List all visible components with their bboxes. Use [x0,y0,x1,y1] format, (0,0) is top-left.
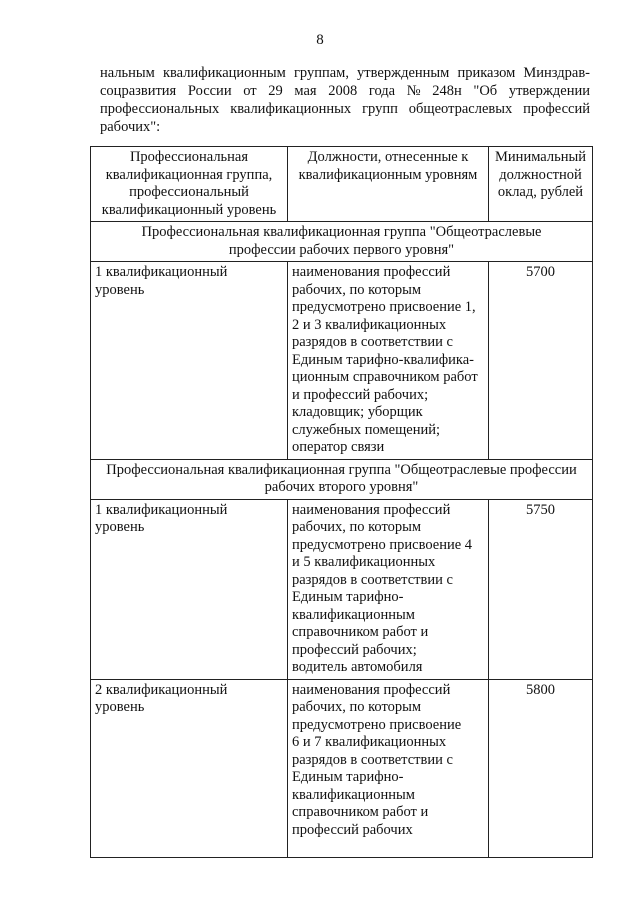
positions-line: 6 и 7 квалификационных [292,734,447,750]
intro-word: групп [362,101,398,117]
qualification-level-cell [91,499,288,679]
section-title [91,459,593,499]
intro-word: общеотраслевых [408,101,513,117]
qualification-level-line: 1 квалификационный [95,501,228,518]
positions-line: служебных помещений; [292,421,441,438]
header-group-level [91,147,288,222]
intro-word: "Об [473,83,498,99]
table-header-row [91,147,593,222]
positions-line: водитель автомобиля [292,659,423,675]
intro-word: профессиональных [100,101,220,117]
intro-word: 248н [432,83,462,99]
intro-word: 29 [268,83,283,99]
section-title-line: Профессиональная квалификационная группа "Общеотраслевые [141,224,542,240]
intro-paragraph [100,64,590,136]
intro-word: квалификационных [230,101,352,117]
intro-word: № [406,83,421,99]
header-min-salary [489,147,593,222]
page-number: 8 [316,32,324,48]
qualification-level-line: уровень [95,699,145,715]
header-group-level-line: профессиональный [129,184,249,200]
positions-cell [288,262,489,460]
intro-word: нальным [100,65,155,81]
table-body [91,222,593,858]
qualification-level-cell [91,679,288,857]
qualification-level-line: 2 квалификационный [95,681,228,698]
intro-word: года [368,83,396,99]
intro-word: соцразвития [100,83,177,99]
min-salary-cell: 5750 [489,499,593,679]
positions-line: наименования профессий [292,264,451,280]
intro-line [100,64,590,82]
intro-word: Минздрав- [523,65,590,81]
intro-word: России [187,83,232,99]
header-group-level-line: Профессиональная [129,149,249,165]
header-positions-line: квалификационным уровням [298,166,478,183]
positions-line: справочником работ и [292,624,429,640]
positions-line: Единым тарифно- [292,589,404,605]
intro-word: мая [294,83,317,99]
positions-line: предусмотрено присвоение 1, [292,299,476,315]
table-row [91,262,593,460]
section-title-row [91,459,593,499]
intro-word: 2008 [328,83,358,99]
min-salary-cell: 5700 [489,262,593,460]
positions-line: рабочих, по которым [292,281,422,298]
positions-line: 2 и 3 квалификационных [292,316,447,333]
intro-word: приказом [457,65,516,81]
header-min-salary-line: Минимальный [495,149,586,165]
intro-word: рабочих": [100,119,161,135]
positions-cell [288,679,489,857]
table-row [91,499,593,679]
min-salary-cell: 5800 [489,679,593,857]
positions-line: наименования профессий [292,681,451,698]
intro-word: квалификационным [162,65,286,81]
header-positions-line: Должности, отнесенные к [307,149,469,165]
intro-line [100,118,590,136]
qualification-level-cell [91,262,288,460]
positions-line: рабочих, по которым [292,519,422,535]
section-title-row [91,222,593,262]
positions-line: разрядов в соответствии с [292,571,453,588]
table-row [91,679,593,857]
positions-line: разрядов в соответствии с [292,751,453,768]
positions-line: рабочих, по которым [292,699,422,715]
positions-line: профессий рабочих [292,821,413,838]
section-title-line: профессии рабочих первого уровня" [228,241,455,258]
section-title-line: рабочих второго уровня" [264,479,419,495]
positions-line: оператор связи [292,439,385,455]
intro-word: от [243,83,257,99]
positions-line: предусмотрено присвоение 4 [292,536,473,553]
positions-line: квалификационным [292,786,415,803]
qualification-level-line: уровень [95,281,145,298]
intro-line [100,82,590,100]
qualification-groups-table [90,146,593,858]
section-title [91,222,593,262]
header-group-level-line: квалификационный уровень [101,201,277,218]
section-title-line: Профессиональная квалификационная группа "Общеотраслевые профессии [106,461,577,478]
positions-line: предусмотрено присвоение [292,716,462,733]
positions-line: Единым тарифно- [292,769,404,785]
qualification-level-line: 1 квалификационный [95,264,228,280]
intro-line [100,100,590,118]
positions-line: наименования профессий [292,501,451,518]
intro-word: профессий [523,101,590,117]
positions-line: квалификационным [292,606,415,623]
positions-cell [288,499,489,679]
intro-word: группам, [293,65,349,81]
positions-line: разрядов в соответствии с [292,334,453,350]
positions-line: кладовщик; уборщик [292,404,423,420]
header-min-salary-line: оклад, рублей [497,184,584,200]
positions-line: ционным справочником работ [292,369,478,385]
positions-line: профессий рабочих; [292,641,417,658]
intro-word: утвержденным [357,65,450,81]
header-positions [288,147,489,222]
header-group-level-line: квалификационная группа, [105,166,273,183]
positions-line: и 5 квалификационных [292,554,436,570]
positions-line: Единым тарифно-квалифика- [292,351,474,368]
positions-line: справочником работ и [292,804,429,820]
qualification-level-line: уровень [95,519,145,535]
intro-word: утверждении [508,83,590,99]
header-min-salary-line: должностной [499,166,582,183]
positions-line: и профессий рабочих; [292,386,429,403]
